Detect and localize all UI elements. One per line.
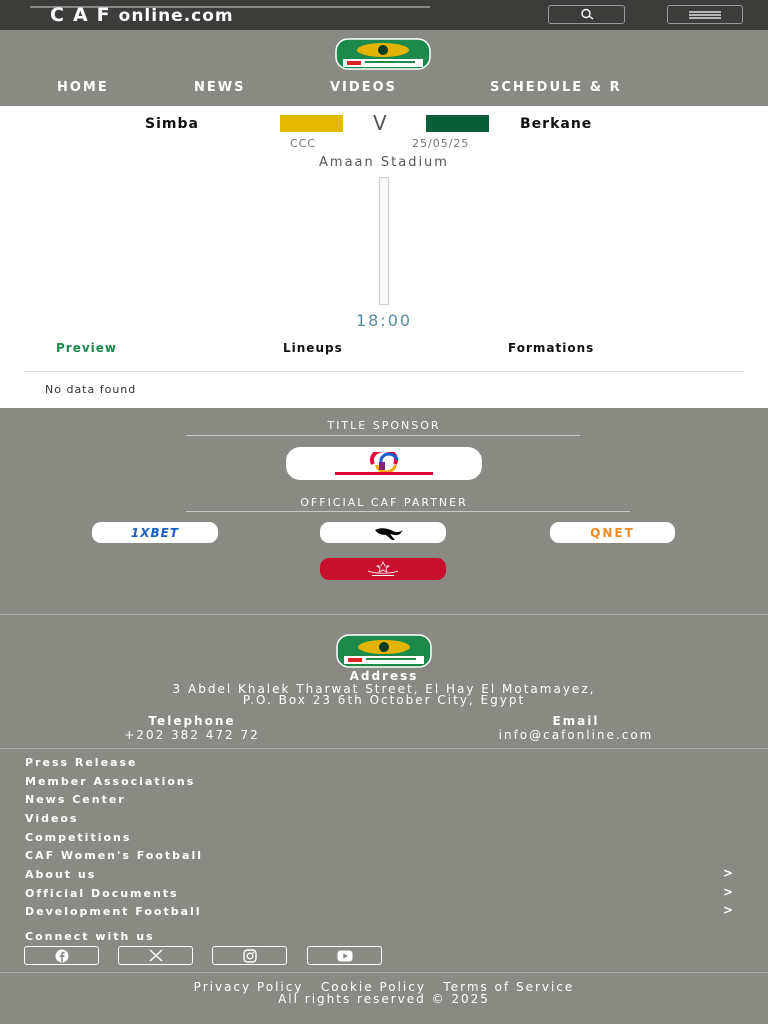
1xbet-wordmark: 1XBET <box>130 525 180 540</box>
facebook-icon <box>55 949 69 963</box>
search-icon <box>577 8 597 21</box>
qnet-wordmark: QNET <box>590 525 635 540</box>
brand-caf: CAF <box>50 4 119 26</box>
facebook-button[interactable] <box>24 946 99 965</box>
tab-lineups[interactable]: Lineups <box>283 341 343 355</box>
totalenergies-emblem <box>329 452 439 476</box>
site-logo[interactable] <box>50 4 234 26</box>
telephone-label: Telephone <box>148 714 236 728</box>
footer-link-news-center[interactable]: News Center <box>25 793 126 806</box>
tabs-divider <box>24 371 744 372</box>
kickoff-time: 18:00 <box>355 311 413 330</box>
footer-top-divider <box>0 614 768 615</box>
footer-links-divider <box>0 748 768 749</box>
youtube-button[interactable] <box>307 946 382 965</box>
no-data-message: No data found <box>45 383 137 396</box>
partners-divider <box>186 511 630 512</box>
home-team-flag <box>280 115 343 132</box>
puma-cat-icon <box>347 524 419 542</box>
connect-heading: Connect with us <box>25 930 155 943</box>
nav-videos[interactable]: VIDEOS <box>330 80 397 95</box>
partners-heading: OFFICIAL CAF PARTNER <box>300 496 468 509</box>
caf-confederation-cup-logo[interactable] <box>335 38 431 70</box>
address-label: Address <box>349 669 419 683</box>
caf-footer-logo[interactable] <box>336 634 432 668</box>
development-football-chevron-icon[interactable]: > <box>723 903 734 917</box>
nav-schedule-results[interactable]: SCHEDULE & R <box>490 80 622 95</box>
about-us-chevron-icon[interactable]: > <box>723 866 734 880</box>
footer-link-about-us[interactable]: About us <box>25 868 97 881</box>
title-sponsor-divider <box>186 435 580 436</box>
copyright-text: All rights reserved © 2025 <box>278 992 490 1006</box>
top-bar <box>0 0 768 30</box>
tab-preview[interactable]: Preview <box>56 341 118 355</box>
main-nav <box>0 80 712 96</box>
footer-link-development-football[interactable]: Development Football <box>25 905 202 918</box>
match-panel <box>0 106 768 408</box>
stadium-name: Amaan Stadium <box>319 155 449 170</box>
privacy-policy-link[interactable]: Privacy Policy <box>193 980 304 994</box>
footer-bottom-divider <box>0 972 768 973</box>
versus-label: V <box>373 111 387 135</box>
menu-button[interactable] <box>667 5 743 24</box>
qnet-logo[interactable] <box>550 522 675 543</box>
hamburger-icon <box>688 10 722 20</box>
royal-air-maroc-logo[interactable] <box>320 558 446 580</box>
royal-air-maroc-emblem <box>348 560 418 578</box>
navigation-bar <box>0 30 768 106</box>
nav-home[interactable]: HOME <box>57 80 109 95</box>
tab-formations[interactable]: Formations <box>508 341 595 355</box>
match-timeline <box>379 177 389 305</box>
terms-of-service-link[interactable]: Terms of Service <box>443 980 575 994</box>
footer-link-womens-football[interactable]: CAF Women's Football <box>25 849 204 862</box>
puma-logo[interactable] <box>320 522 446 543</box>
search-button[interactable] <box>548 5 625 24</box>
email-label: Email <box>552 714 600 728</box>
official-documents-chevron-icon[interactable]: > <box>723 885 734 899</box>
home-team-name[interactable]: Simba <box>145 116 199 132</box>
footer-link-press-release[interactable]: Press Release <box>25 756 138 769</box>
title-sponsor-heading: TITLE SPONSOR <box>327 419 441 432</box>
address-line-1: 3 Abdel Khalek Tharwat Street, El Hay El Motamayez, <box>172 682 596 696</box>
address-line-2: P.O. Box 23 6th October City, Egypt <box>242 693 526 707</box>
footer-link-videos[interactable]: Videos <box>25 812 79 825</box>
away-team-name[interactable]: Berkane <box>520 116 593 132</box>
cookie-policy-link[interactable]: Cookie Policy <box>320 980 426 994</box>
x-button[interactable] <box>118 946 193 965</box>
youtube-icon <box>337 950 353 962</box>
instagram-icon <box>243 949 257 963</box>
nav-news[interactable]: NEWS <box>194 80 246 95</box>
totalenergies-logo[interactable] <box>286 447 482 480</box>
email-address[interactable]: info@cafonline.com <box>498 728 654 742</box>
instagram-button[interactable] <box>212 946 287 965</box>
footer-link-official-documents[interactable]: Official Documents <box>25 887 179 900</box>
1xbet-logo[interactable] <box>92 522 218 543</box>
footer-link-member-associations[interactable]: Member Associations <box>25 775 196 788</box>
competition-code: CCC <box>290 137 317 150</box>
x-icon <box>149 949 163 962</box>
match-date: 25/05/25 <box>412 137 470 150</box>
telephone-number[interactable]: +202 382 472 72 <box>124 728 260 742</box>
away-team-flag <box>426 115 489 132</box>
brand-rest: online.com <box>118 6 234 26</box>
footer-link-competitions[interactable]: Competitions <box>25 831 132 844</box>
